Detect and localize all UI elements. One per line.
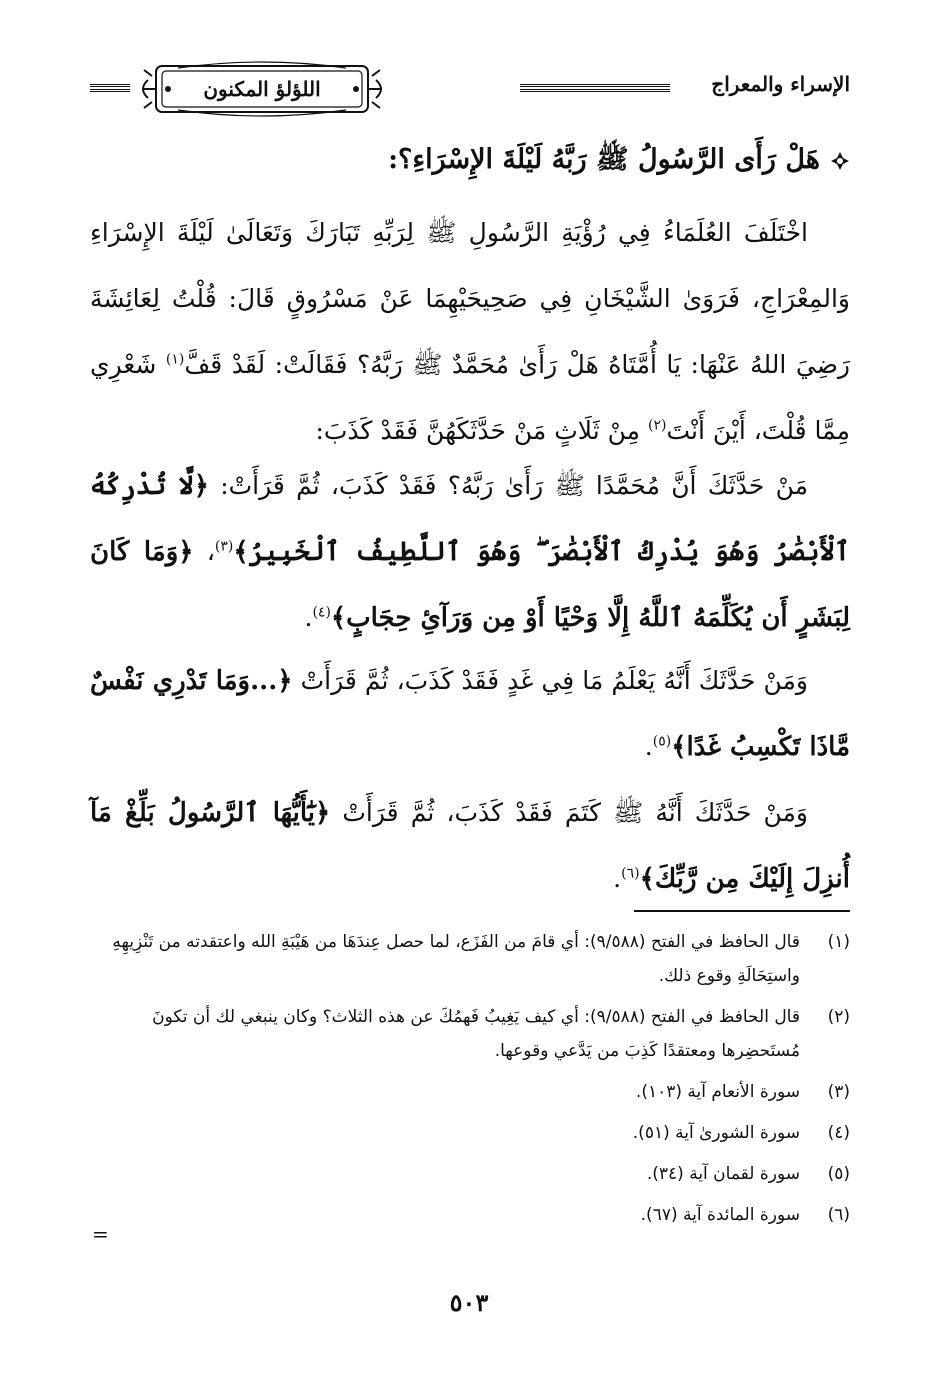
footnote-item bbox=[80, 1000, 850, 1068]
paragraph-1 bbox=[90, 200, 850, 464]
paragraph-2 bbox=[90, 453, 850, 651]
quran-verse-4: ﴿يَٰٓأَيُّهَا ٱلرَّسُولُ بَلِّغْ مَآ أُنزِلَ إِلَيْكَ مِن رَّبِّكَ﴾ bbox=[90, 798, 850, 894]
quran-verse-2: ﴿وَمَا كَانَ لِبَشَرٍ أَن يُكَلِّمَهُ ٱللَّهُ إِلَّا وَحْيًا أَوْ مِن وَرَآئِ حِجَابٍ﴾ bbox=[90, 537, 850, 633]
header-rule-left bbox=[90, 84, 130, 92]
paragraph-4-text-a: وَمَنْ حَدَّثَكَ أَنَّهُ ﷺ كَتَمَ فَقَدْ كَذَبَ، ثُمَّ قَرَأَتْ bbox=[330, 798, 808, 827]
footnote-ref-3: (٣) bbox=[214, 538, 234, 555]
paragraph-3-text-b: . bbox=[644, 732, 653, 761]
footnote-number: (٥) bbox=[827, 1164, 850, 1184]
footnote-number: (٣) bbox=[827, 1082, 850, 1102]
footnote-ref-1: (١) bbox=[165, 351, 185, 368]
paragraph-3 bbox=[90, 648, 850, 780]
paragraph-1-text-a: اخْتَلَفَ العُلَمَاءُ فِي رُؤْيَةِ الرَّسُولِ ﷺ لِرَبِّهِ تَبَارَكَ وَتَعَالَىٰ لَيْلَةَ الإِسْرَاءِ وَالمِعْرَاجِ، فَرَوَىٰ الشَّيْخَانِ فِي صَحِيحَيْهِمَا عَنْ مَسْرُوقٍ قَالَ: قُلْتُ لِعَائِشَةَ رَضِيَ اللهُ عَنْهَا: يَا أُمَّتَاهُ هَلْ رَأَىٰ مُحَمَّدٌ ﷺ رَبَّهُ؟ فَقَالَتْ: لَقَدْ قَفَّ bbox=[90, 218, 850, 379]
question-text: هَلْ رَأَى الرَّسُولُ ﷺ رَبَّهُ لَيْلَةَ الإِسْرَاءِ؟: bbox=[388, 144, 820, 175]
footnote-ref-2: (٢) bbox=[647, 417, 667, 434]
quran-verse-3: ﴿...وَمَا تَدْرِي نَفْسٌ مَّاذَا تَكْسِبُ غَدًا﴾ bbox=[90, 666, 850, 762]
footnote-text: قال الحافظ في الفتح (٩/٥٨٨): أي قامَ من الفَزَع، لما حصل عِندَهَا من هَيْبَةِ الله واعتقدته من تَنْزِيهِهِ واستِحَالَةِ وقوع ذلك. bbox=[112, 932, 800, 986]
footnote-item bbox=[80, 1198, 850, 1232]
footnotes bbox=[80, 925, 850, 1239]
footnote-text: سورة الأنعام آية (١٠٣). bbox=[635, 1082, 800, 1102]
footnote-number: (١) bbox=[827, 932, 850, 952]
paragraph-2-text-a: مَنْ حَدَّثَكَ أَنَّ مُحَمَّدًا ﷺ رَأَىٰ رَبَّهُ؟ فَقَدْ كَذَبَ، ثُمَّ قَرَأَتْ: bbox=[208, 471, 808, 500]
footnote-item bbox=[80, 1116, 850, 1150]
footnote-number: (٢) bbox=[827, 1007, 850, 1027]
book-title: اللؤلؤ المكنون bbox=[203, 77, 321, 101]
paragraph-4-text-b: . bbox=[613, 864, 622, 893]
footnote-text: سورة لقمان آية (٣٤). bbox=[646, 1164, 800, 1184]
header-rule-right bbox=[520, 84, 670, 92]
paragraph-3-text-a: وَمَنْ حَدَّثَكَ أَنَّهُ يَعْلَمُ مَا فِي غَدٍ فَقَدْ كَذَبَ، ثُمَّ قَرَأَتْ bbox=[292, 666, 808, 695]
footnote-number: (٦) bbox=[827, 1205, 850, 1225]
footnote-item bbox=[80, 1075, 850, 1109]
footnote-ref-5: (٥) bbox=[652, 733, 672, 750]
paragraph-4 bbox=[90, 780, 850, 912]
footnote-text: سورة المائدة آية (٦٧). bbox=[640, 1205, 800, 1225]
paragraph-2-text-b: ، bbox=[193, 537, 215, 566]
footnote-item bbox=[80, 1157, 850, 1191]
page-number: ٥٠٣ bbox=[449, 1288, 489, 1317]
footnote-ref-4: (٤) bbox=[312, 604, 331, 621]
footnote-number: (٤) bbox=[827, 1123, 850, 1143]
quran-verse-1: ﴿لَّا تُدْرِكُهُ ٱلْأَبْصَٰرُ وَهُوَ يُدْرِكُ ٱلْأَبْصَٰرَ ۖ وَهُوَ ٱللَّطِيفُ ٱلْخَبِيرُ﴾ bbox=[90, 471, 851, 567]
book-title-cartouche bbox=[138, 58, 386, 120]
running-header bbox=[90, 58, 850, 120]
flower-bullet-icon bbox=[830, 151, 850, 171]
paragraph-1-text-b: شَعْرِي مِمَّا قُلْتَ، أَيْنَ أَنْتَ bbox=[90, 350, 850, 445]
footnote-text: قال الحافظ في الفتح (٩/٥٨٨): أي كيف يَغِيبُ فَهمُكَ عن هذه الثلاث؟ وكان ينبغي لك أن تكونَ مُستَحضِرها ومعتقدًا كَذِبَ من يَدَّعي وقوعها. bbox=[152, 1007, 800, 1061]
footnote-ref-6: (٦) bbox=[621, 865, 640, 882]
footnote-separator bbox=[634, 910, 850, 912]
footnote-text: سورة الشورىٰ آية (٥١). bbox=[632, 1123, 800, 1143]
continuation-mark: = bbox=[92, 1222, 109, 1246]
question-heading bbox=[90, 135, 850, 185]
section-title: الإسراء والمعراج bbox=[711, 72, 850, 96]
paragraph-1-text-c: مِنْ ثَلَاثٍ مَنْ حَدَّثَكَهُنَّ فَقَدْ كَذَبَ: bbox=[315, 416, 648, 445]
footnote-item bbox=[80, 925, 850, 993]
paragraph-2-text-c: . bbox=[304, 603, 313, 632]
